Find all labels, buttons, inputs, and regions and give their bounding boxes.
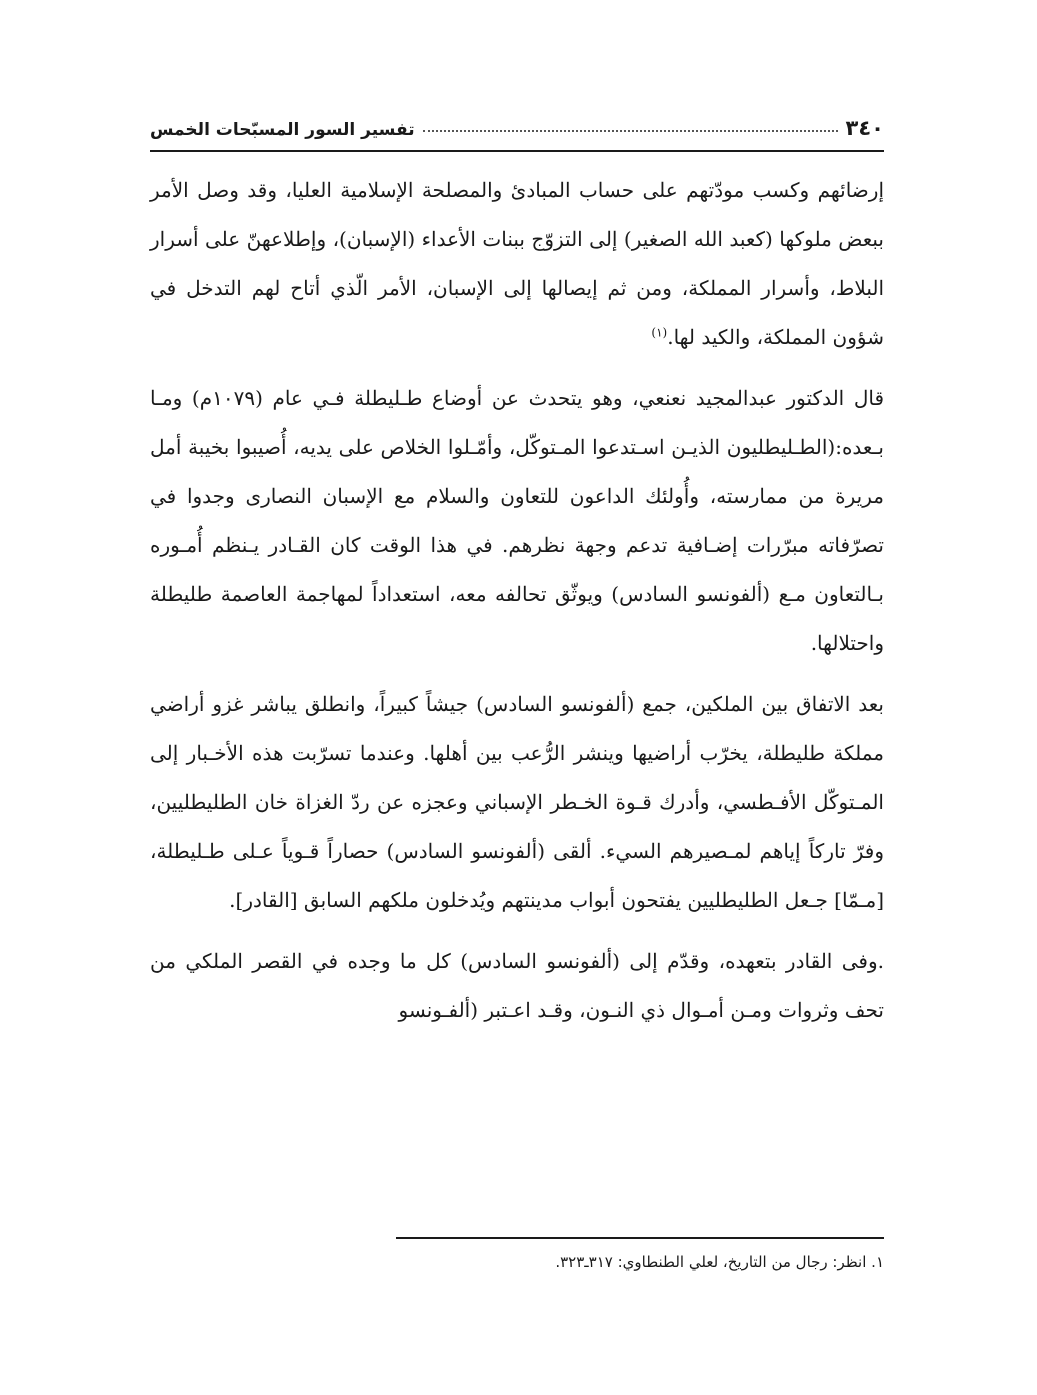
page-number: ٣٤٠ [845,116,884,140]
page-header [150,100,884,140]
footnote-rule [396,1237,884,1239]
paragraph-2: قال الدكتور عبدالمجيد نعنعي، وهو يتحدث عن أوضاع طـليطلة فـي عام (١٠٧٩م) ومـا بـعده:(الطـليطليون الذيـن اسـتدعوا المـتوكّل، وأمّـلوا الخلاص على يديه، أُصيبوا بخيبة أمل مريرة من ممارسته، وأُولئك الداعون للتعاون والسلام مع الإسبان النصارى وجدوا في تصرّفاته مبرّرات إضـافية تدعم وجهة نظرهم. في هذا الوقت كان القـادر يـنظم أُمـوره بـالتعاون مـع (ألفونسو السادس) ويوثّق تحالفه معه، استعداداً لمهاجمة العاصمة طليطلة واحتلالها. [150,386,885,655]
header-dotted-leader [423,129,838,132]
header-rule [150,150,884,152]
paragraph-3: بعد الاتفاق بين الملكين، جمع (ألفونسو السادس) جيشاً كبيراً، وانطلق يباشر غزو أراضي مملكة طليطلة، يخرّب أراضيها وينشر الرُّعب بين أهلها. وعندما تسرّبت هذه الأخـبار إلى المـتوكّل الأفـطسي، وأدرك قـوة الخـطر الإسباني وعجزه عن ردّ الغزاة خان الطليطليين، وفرّ تاركاً إياهم لمـصيرهم السيء. ألقى (ألفونسو السادس) حصاراً قـوياً عـلى طـليطلة، [مـمّا] جـعل الطليطليين يفتحون أبواب مدينتهم ويُدخلون ملكهم السابق [القادر]. [150,692,884,912]
running-title: تفسير السور المسبّحات الخمس [150,120,415,140]
footnote: ١. انظر: رجال من التاريخ، لعلي الطنطاوي: ٣١٧ـ٣٢٣. [555,1253,884,1271]
paragraph-1-text: إرضائهم وكسب مودّتهم على حساب المبادئ والمصلحة الإسلامية العليا، وقد وصل الأمر ببعض ملوكها (كعبد الله الصغير) إلى التزوّج ببنات الأعداء (الإسبان)، وإطلاعهنّ على أسرار البلاط، وأسرار المملكة، ومن ثم إيصالها إلى الإسبان، الأمر الّذي أتاح لهم التدخل في شؤون المملكة، والكيد لها. [150,178,884,349]
body-text [150,166,884,1047]
paragraph-4: .وفى القادر بتعهده، وقدّم إلى (ألفونسو السادس) كل ما وجده في القصر الملكي من تحف وثروات ومـن أمـوال ذي النـون، وقـد اعـتبر (ألفـونسو [150,949,884,1022]
footnote-marker: (١) [651,325,668,340]
paragraph-1 [150,166,884,362]
